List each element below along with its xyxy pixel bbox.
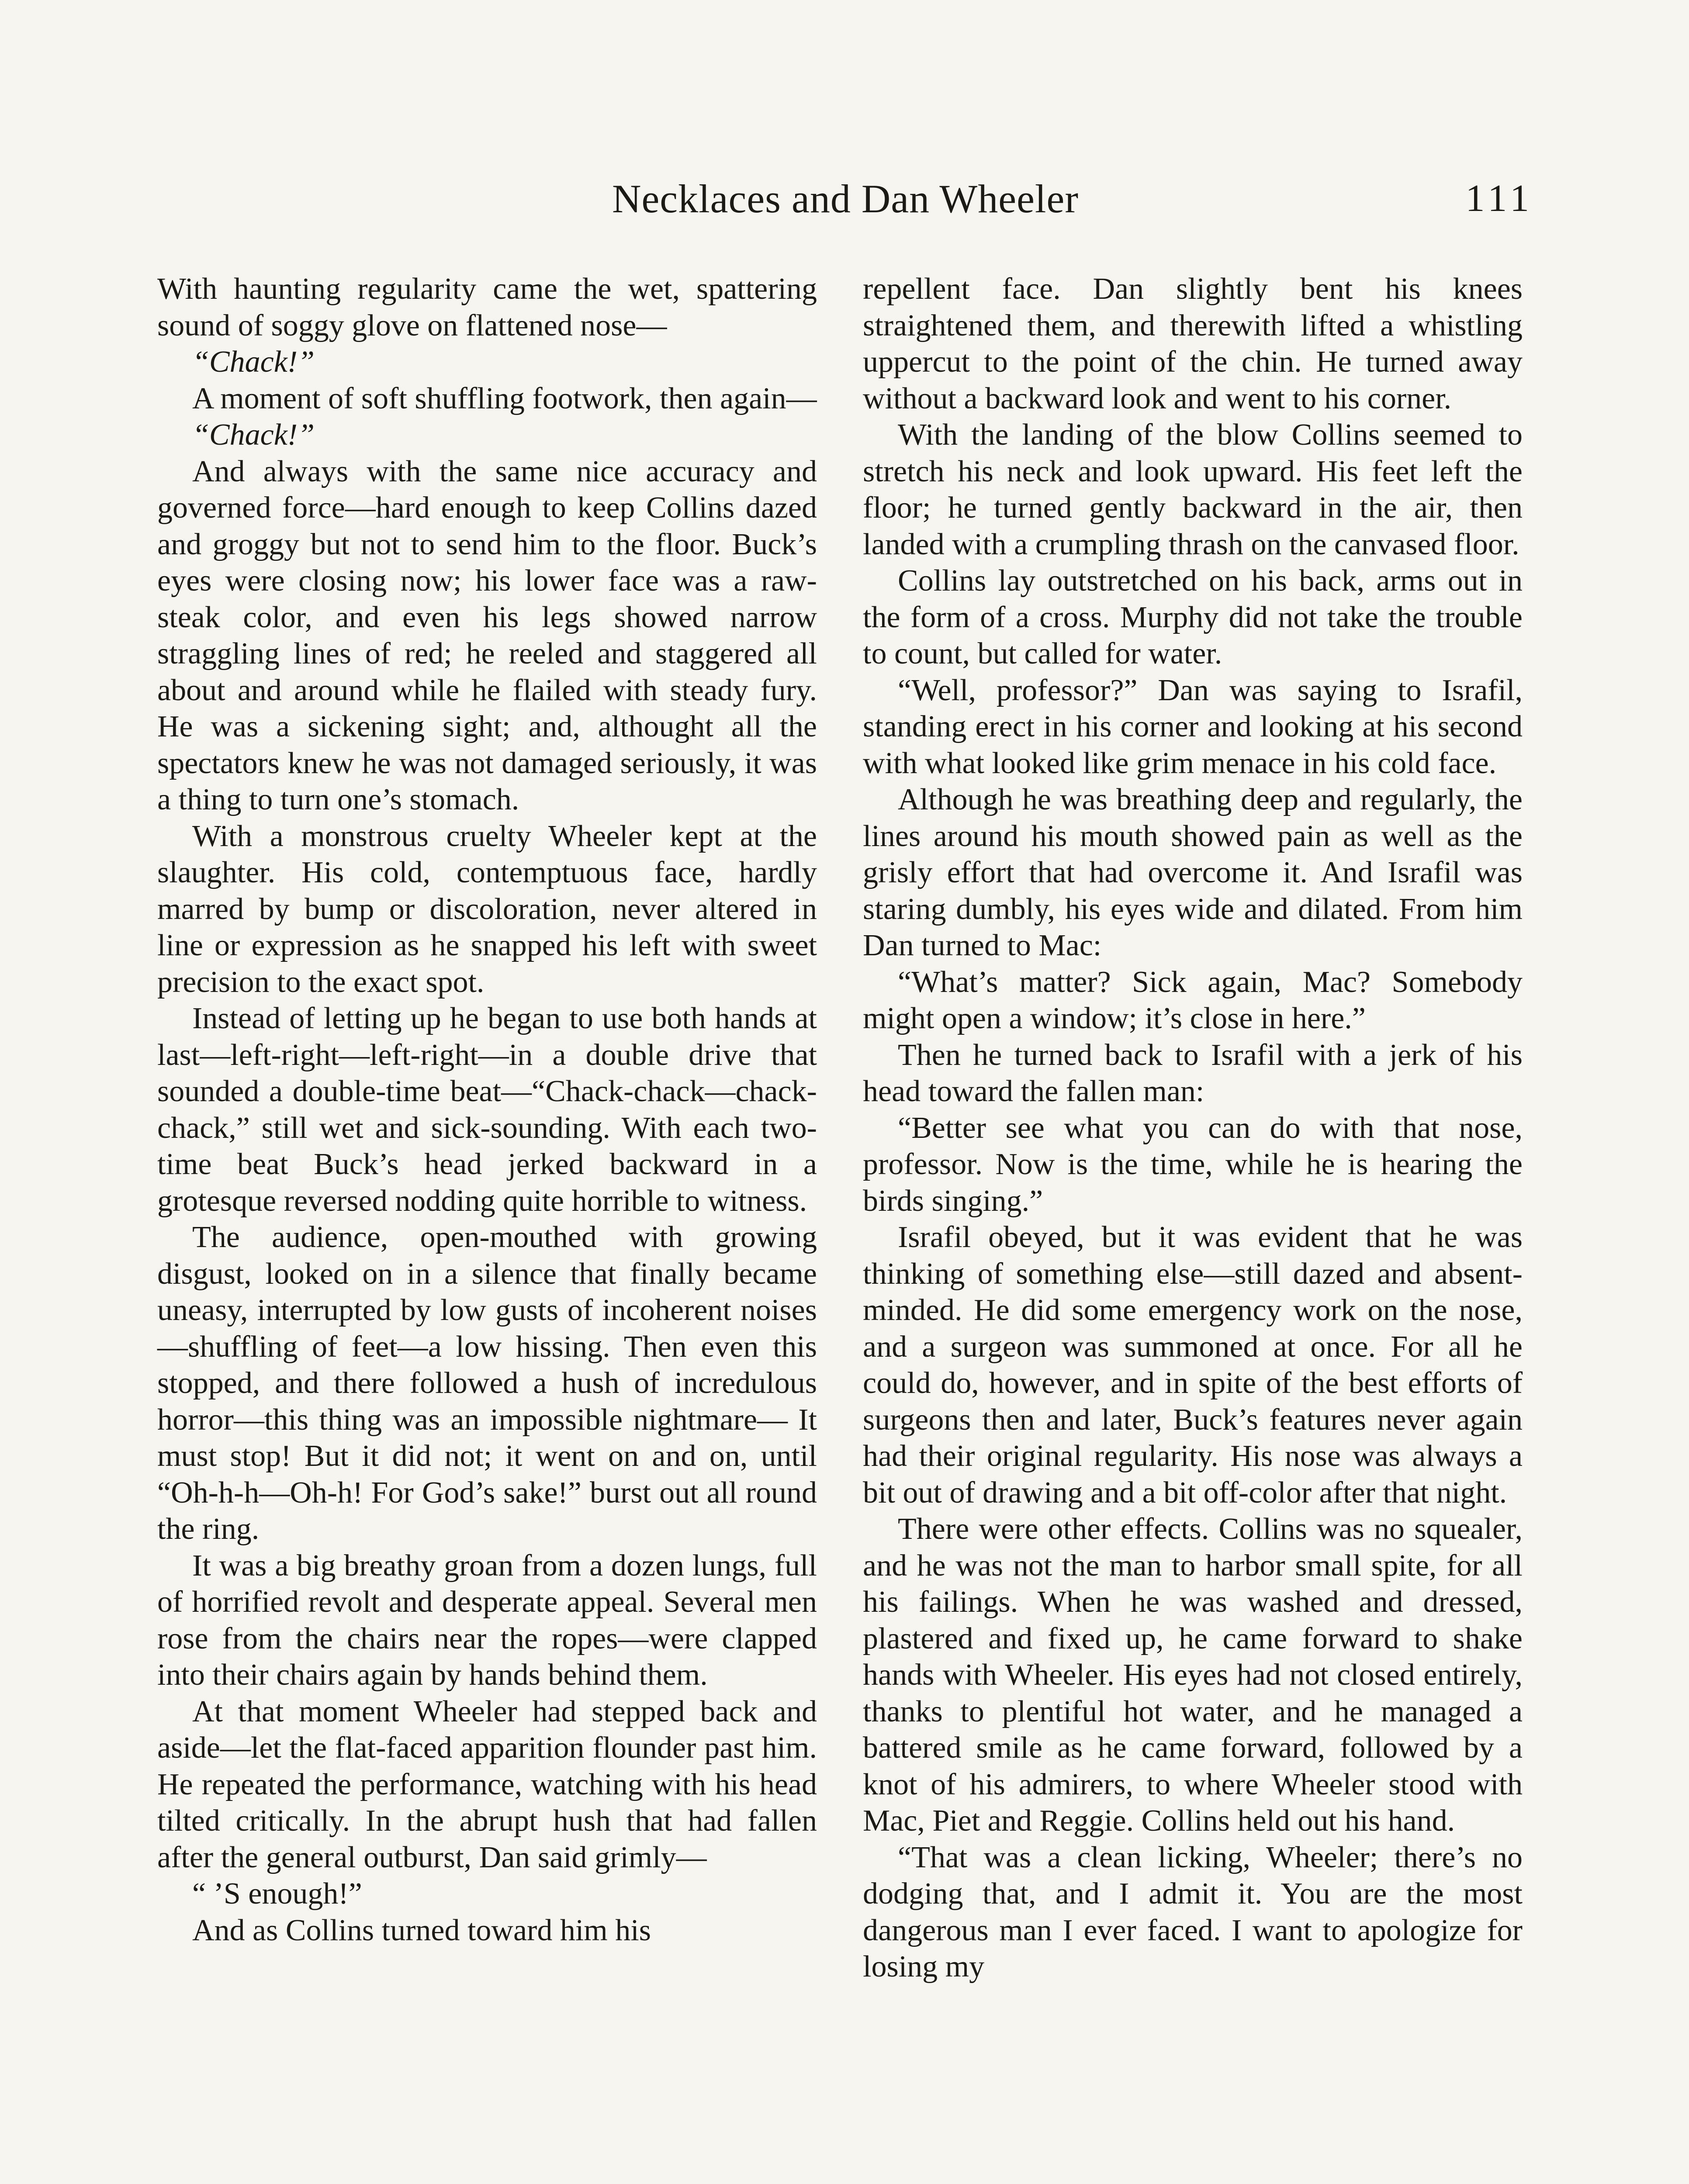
paragraph: There were other effects. Collins was no squealer, and he was not the man to harbor small spite, for all his failings. When he was washed and dressed, plastered and fixed up, he came forward to shake hands with Wheeler. His eyes had not closed entirely, thanks to plentiful hot water, and he managed a battered smile as he came forward, followed by a knot of his admirers, to where Wheeler stood with Mac, Piet and Reggie. Collins held out his hand. [863, 1512, 1523, 1838]
paragraph: With the landing of the blow Collins seemed to stretch his neck and look upward. His feet left the floor; he turned gently backward in the air, then landed with a crumpling thrash on the canvased floor. [863, 418, 1523, 561]
running-title: Necklaces and Dan Wheeler [612, 176, 1079, 221]
paragraph: Although he was breathing deep and regularly, the lines around his mouth showed pain as well as the grisly effort that had overcome it. And Israfil was staring dumbly, his eyes wide and dilated. From him Dan turned to Mac: [863, 783, 1523, 962]
paragraph: Israfil obeyed, but it was evident that he was thinking of something else—still dazed and absent-minded. He did some emergency work on the nose, and a surgeon was summoned at once. For all he could do, however, and in spite of the best efforts of surgeons then and later, Buck’s features never again had their original regularity. His nose was always a bit out of drawing and a bit off-color after that night. [863, 1220, 1523, 1510]
paragraph: “Well, professor?” Dan was saying to Israfil, standing erect in his corner and looking at his second with what looked like grim menace in his cold face. [863, 673, 1523, 780]
paragraph: “That was a clean licking, Wheeler; there’s no dodging that, and I admit it. You are the most dangerous man I ever faced. I want to apologize for losing my [863, 1840, 1523, 1984]
paragraph: Collins lay outstretched on his back, arms out in the form of a cross. Murphy did not take the trouble to count, but called for water. [863, 564, 1523, 670]
paragraph: “ ’S enough!” [192, 1877, 362, 1911]
paragraph: “Better see what you can do with that nose, professor. Now is the time, while he is hearing the birds singing.” [863, 1111, 1523, 1218]
paragraph: And always with the same nice accuracy and governed force—hard enough to keep Collins dazed and groggy but not to send him to the floor. Buck’s eyes were closing now; his lower face was a raw-steak color, and even his legs showed narrow straggling lines of red; he reeled and staggered all about and around while he flailed with steady fury. He was a sickening sight; and, althought all the spectators knew he was not damaged seriously, it was a thing to turn one’s stomach. [157, 454, 817, 816]
paragraph: A moment of soft shuffling footwork, then again— [192, 381, 817, 415]
page-number: 111 [1465, 177, 1533, 220]
paragraph: The audience, open-mouthed with growing disgust, looked on in a silence that finally became uneasy, interrupted by low gusts of incoherent noises—shuffling of feet—a low hissing. Then even this stopped, and there followed a hush of incredulous horror—this thing was an impossible nightmare— It must stop! But it did not; it went on and on, until “Oh-h-h—Oh-h! For God’s sake!” burst out all round the ring. [157, 1220, 817, 1546]
left-column [157, 271, 817, 1949]
paragraph: “What’s matter? Sick again, Mac? Somebody might open a window; it’s close in here.” [863, 965, 1523, 1035]
paragraph: And as Collins turned toward him his [192, 1913, 651, 1947]
paragraph: With a monstrous cruelty Wheeler kept at the slaughter. His cold, contemptuous face, hardly marred by bump or discoloration, never altered in line or expression as he snapped his left with sweet precision to the exact spot. [157, 819, 817, 999]
paragraph: repellent face. Dan slightly bent his knees straightened them, and therewith lifted a whistling uppercut to the point of the chin. He turned away without a backward look and went to his corner. [863, 272, 1523, 415]
paragraph: Then he turned back to Israfil with a jerk of his head toward the fallen man: [863, 1038, 1523, 1108]
right-column [863, 271, 1523, 1985]
paragraph: “Chack!” [192, 345, 315, 379]
paragraph: “Chack!” [192, 418, 315, 452]
paragraph: With haunting regularity came the wet, spattering sound of soggy glove on flattened nose— [157, 272, 817, 342]
paragraph: At that moment Wheeler had stepped back and aside—let the flat-faced apparition flounder past him. He repeated the performance, watching with his head tilted critically. In the abrupt hush that had fallen after the general outburst, Dan said grimly— [157, 1694, 817, 1874]
page-header [157, 173, 1533, 225]
paragraph: It was a big breathy groan from a dozen lungs, full of horrified revolt and desperate appeal. Several men rose from the chairs near the ropes—were clapped into their chairs again by hands behind them. [157, 1548, 817, 1692]
paragraph: Instead of letting up he began to use both hands at last—left-right—left-right—in a double drive that sounded a double-time beat—“Chack-chack—chack-chack,” still wet and sick-sounding. With each two-time beat Buck’s head jerked backward in a grotesque reversed nodding quite horrible to witness. [157, 1002, 817, 1218]
